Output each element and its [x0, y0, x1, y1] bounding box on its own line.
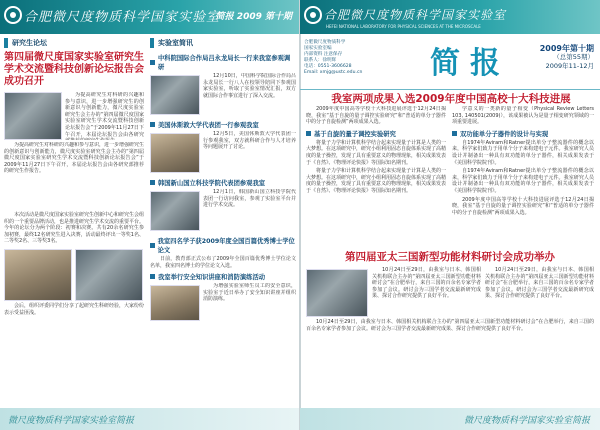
masthead	[300, 34, 600, 90]
news-section-header: 实验室简讯	[150, 36, 296, 50]
main-intro: 2009年度中国高等学校十大科技进展评选于12月24日揭晓，我室“基于自旋的量子调控实验研究”和“普适的单分子器件中的分子自旋检测”两项成果入选。	[306, 106, 446, 126]
bottom-headline: 第四届亚太三国新型功能材料研讨会成功举办	[345, 251, 555, 263]
section-bar-icon	[4, 38, 8, 48]
bullet-icon	[452, 131, 457, 136]
bullet-icon	[150, 122, 155, 127]
right-footer	[300, 408, 600, 430]
forum-paragraph-2: 本次活动是微尺度国家实验室研究生创新中心和研究生会组织的一个重要品牌活动，也是推进研究生学术交流的重要平台。今年的论坛分为两个阶段：初赛和决赛。共有20余名研究生参加初赛，最终12名研究生进入决赛，活动最终评出一等奖1名、二等奖2名、三等奖3名。	[4, 212, 144, 245]
section-body-cont: 将量子力学和计算机科学结合起来实现量子计算是人类的一大梦想。在这项研究中，研究小组利用固态自旋体系实现了高精度的量子操控，发现了具有重要意义的物理现象，相关成果发表于《自然》、《物理评论快报》等国际知名期刊。	[306, 168, 446, 194]
news-photo-2	[150, 133, 200, 173]
main-column-2	[452, 106, 594, 246]
news-item-title: 韩国新山国立科技学院代表团参观我室	[150, 178, 296, 187]
issue-info: 2009年第十期 （总第55期） 2009年11-12月	[539, 44, 594, 70]
lab-seal-icon	[4, 6, 22, 24]
conference-photo	[306, 269, 368, 317]
news-photo-3	[150, 191, 200, 231]
bullet-icon	[306, 131, 311, 136]
left-banner	[0, 0, 300, 34]
lab-title: 合肥微尺度物质科学国家实验室	[324, 8, 507, 22]
issue-label: 简报 2009 第十期	[215, 12, 292, 22]
bullet-icon	[150, 274, 155, 279]
col2-body: 学意义的一类新的量子相变（Physical Review Letters 103, 140501(2009)），该成果被认为是量子相变研究领域的一项重要进展。	[452, 106, 594, 126]
forum-photo-2	[4, 249, 72, 301]
forum-headline: 第四届微尺度国家实验室研究生学术交流暨科技创新论坛报告会成功召开	[4, 52, 144, 87]
news-item-body: 为增强实验室师生员工的安全意识，实验室于近日举办了安全知识讲座并组织消防演练。	[203, 283, 296, 303]
left-column-news	[150, 36, 296, 406]
lab-title: 合肥微尺度物质科学国家实验室	[24, 10, 221, 25]
news-photo-1	[150, 75, 200, 115]
bottom-body-cont: 10月24日至29日，由我室与日本、韩国相关机构联合主办的“第四届亚太三国新型功能材料研讨会”在合肥举行，来自三国的百余名专家学者参加了会议。研讨会为三国学者交流最新研究成果、探讨合作研究提供了良好平台。	[485, 267, 594, 300]
footer-text: 微尺度物质科学国家实验室简报	[463, 416, 590, 426]
footer-text: 微尺度物质科学国家实验室简报	[8, 416, 135, 426]
left-footer	[0, 408, 300, 430]
news-item-body: 日前，教育部正式公布了2009年全国百篇优秀博士学位论文名单，我室四名博士的学位论文入选。	[150, 256, 296, 269]
masthead-rule	[300, 89, 600, 90]
section-body: 自1974年Aviram和Ratner提出单分子整流器件的概念以来，科学家们致力于用单个分子来构建电子元件。我室研究人员设计并制备出一种具有双功能的单分子器件，相关成果发表于《美国科学院院刊》。	[452, 139, 594, 166]
news-item-body: 12月10日，中国科学院国际合作局吕永龙局长一行八人在校领导陪同下参观国家实验室，听取了实验室情况汇报，双方就国际合作事宜进行了深入交流。	[203, 73, 296, 99]
bottom-body-more: 10月24日至29日，由我室与日本、韩国相关机构联合主办的“第四届亚太三国新型功能材料研讨会”在合肥举行，来自三国的百余名专家学者参加了会议。研讨会为三国学者交流最新研究成果、探讨合作研究提供了良好平台。	[306, 319, 594, 332]
right-banner	[300, 0, 600, 34]
bullet-icon	[150, 60, 155, 65]
forum-paragraph-3: 会后，组织评委同学们分享了起研究生科研经验，大家纷纷表示受益匪浅。	[4, 302, 144, 316]
right-page	[300, 0, 600, 430]
section-body: 将量子力学和计算机科学结合起来实现量子计算是人类的一大梦想。在这项研究中，研究小组利用固态自旋体系实现了高精度的量子操控，发现了具有重要意义的物理现象，相关成果发表于《自然》、《物理评论快报》等国际知名期刊。	[306, 139, 446, 166]
news-item-body: 12月1日，韩国新山国立科技学院代表团一行访问我室，参观了实验室平台并进行学术交流。	[203, 189, 296, 209]
section-title: 双功能单分子器件的设计与实现	[452, 129, 594, 138]
news-item-title: 我室四名学子获2009年度全国百篇优秀博士学位论文	[150, 236, 296, 254]
section-body-cont: 自1974年Aviram和Ratner提出单分子整流器件的概念以来，科学家们致力于用单个分子来构建电子元件。我室研究人员设计并制备出一种具有双功能的单分子器件，相关成果发表于《美国科学院院刊》。	[452, 168, 594, 194]
news-item-body: 12月5日，美国休斯敦大学代表团一行参观我室，双方就科研合作与人才培养等问题展开了讨论。	[203, 131, 296, 151]
news-item-title: 我室举行安全知识讲座和消防演练活动	[150, 272, 296, 281]
forum-paragraph-1: 为提高研究生对科研的兴趣和参与意识，进一步增强研究生的创新意识与创新能力，微尺度实验室研究生会主办的“第四届微尺度国家实验室研究生学术交流暨科技创新论坛报告会”于2009年11月27日下午召开，本届论坛报告会由各研究	[65, 92, 144, 138]
bottom-body: 10月24日至29日，由我室与日本、韩国相关机构联合主办的“第四届亚太三国新型功能材料研讨会”在合肥举行，来自三国的百余名专家学者参加了会议。研讨会为三国学者交流最新研究成果、探讨合作研究提供了良好平台。	[372, 267, 481, 300]
forum-photo	[4, 92, 62, 140]
news-item-title: 中科院国际合作局吕永龙局长一行来我室参观调研	[150, 53, 296, 71]
forum-photo-3	[75, 249, 143, 301]
main-headline: 我室两项成果入选2009年度中国高校十大科技进展	[331, 93, 571, 105]
news-item-title: 美国休斯敦大学代表团一行参观我室	[150, 120, 296, 129]
left-column-forum	[4, 36, 144, 406]
section-header: 研究生论坛	[4, 36, 144, 50]
bullet-icon	[150, 180, 155, 185]
forum-paragraph-1b: 为提高研究生对科研的兴趣和参与意识，进一步增强研究生的创新意识与创新能力，微尺度实验室研究生会主办的“第四届微尺度国家实验室研究生学术交流暨科技创新论坛报告会”于2009年11月27日下午召开，本届论坛报告会由各研究部推荐的研究生作报告。	[4, 142, 144, 175]
main-column-1	[306, 106, 446, 246]
bullet-icon	[150, 243, 155, 248]
section-body-cont2: 2009年度中国高等学校十大科技进展评选于12月24日揭晓，我室“基于自旋的量子调控实验研究”和“普适的单分子器件中的分子自旋检测”两项成果入选。	[452, 196, 594, 216]
section-title: 基于自旋的量子调控实验研究	[306, 129, 446, 138]
masthead-info: 合肥微尺度物质科学 国家实验室编 内部资料 注意保存 联系人：徐明辉 电话：0551-3606628 Email: xmjg@ustc.edu.cn	[304, 40, 363, 75]
lab-seal-icon	[304, 6, 322, 24]
news-photo-4	[150, 285, 200, 321]
brand-title: 简报	[430, 46, 510, 81]
bottom-article	[306, 246, 594, 406]
section-bar-icon	[150, 38, 154, 48]
lab-subtitle-en: HEFEI NATIONAL LABORATORY FOR PHYSICAL SCIENCES AT THE MICROSCALE	[326, 24, 481, 29]
